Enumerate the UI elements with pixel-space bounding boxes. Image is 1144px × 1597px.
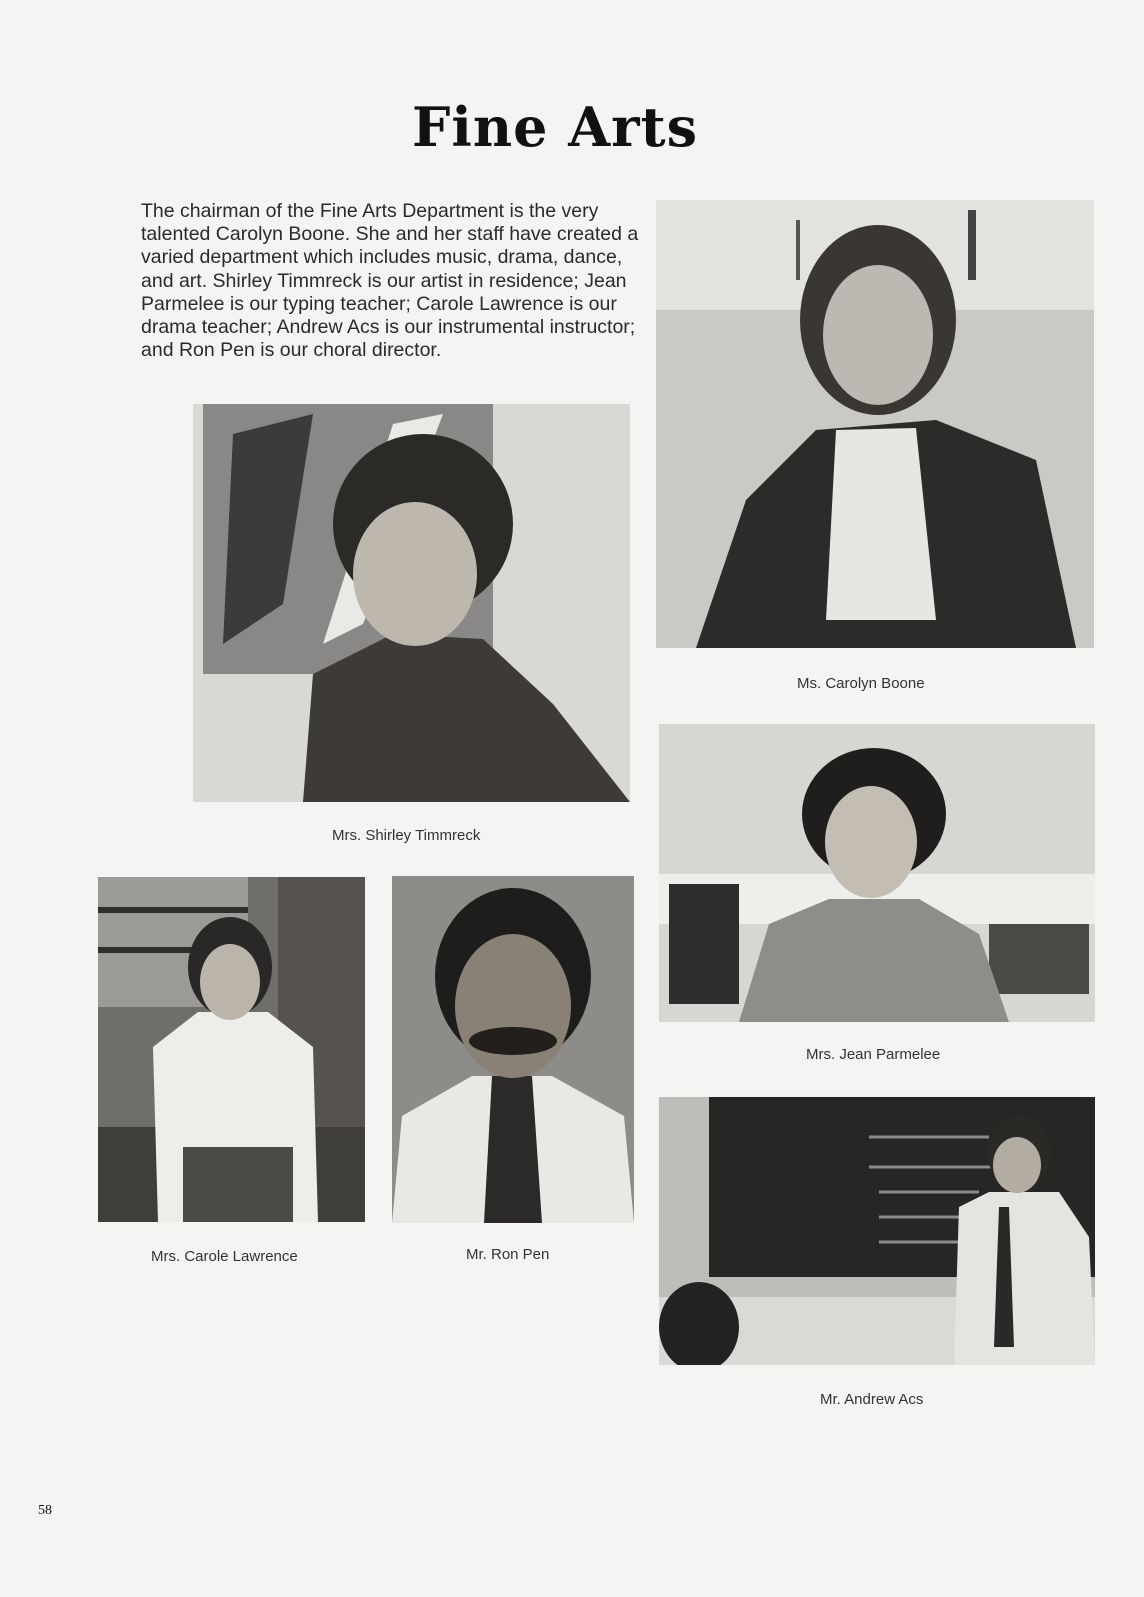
caption-carole-lawrence: Mrs. Carole Lawrence — [151, 1248, 298, 1265]
intro-paragraph: The chairman of the Fine Arts Department is the very talented Carolyn Boone. She and her staff have created a varied department which includes music, drama, dance, and art. Shirley Timmreck is our artist in residence; Jean Parmelee is our typing teacher; Carole Lawrence is our drama teacher; Andrew Acs is our instrumental instructor; and Ron Pen is our choral director. — [141, 200, 639, 362]
photo-andrew-acs — [659, 1097, 1095, 1365]
photo-carole-lawrence — [98, 877, 365, 1222]
caption-andrew-acs: Mr. Andrew Acs — [820, 1391, 924, 1408]
caption-carolyn-boone: Ms. Carolyn Boone — [797, 675, 925, 692]
caption-ron-pen: Mr. Ron Pen — [466, 1246, 550, 1263]
photo-jean-parmelee — [659, 724, 1095, 1022]
page-title: Fine Arts — [412, 95, 698, 159]
photo-carolyn-boone — [656, 200, 1094, 648]
photo-ron-pen — [392, 876, 634, 1223]
caption-shirley-timmreck: Mrs. Shirley Timmreck — [332, 827, 481, 844]
photo-shirley-timmreck — [193, 404, 630, 802]
page-number: 58 — [38, 1503, 52, 1518]
caption-jean-parmelee: Mrs. Jean Parmelee — [806, 1046, 941, 1063]
